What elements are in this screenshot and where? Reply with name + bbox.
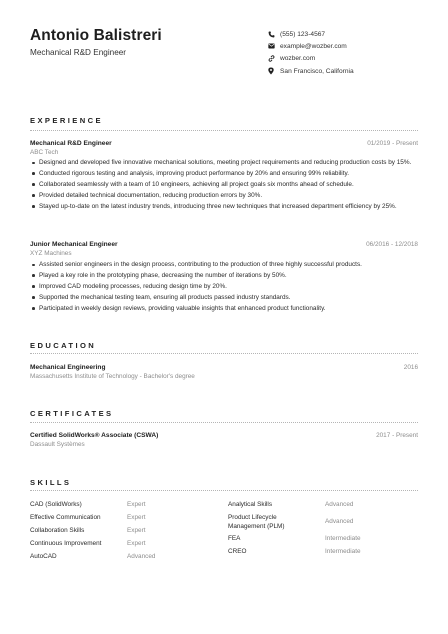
skill-name: CAD (SolidWorks)	[30, 501, 82, 508]
contact-email-text[interactable]: example@wozber.com	[280, 42, 347, 50]
certificates-heading: CERTIFICATES	[30, 409, 114, 418]
job-title: Mechanical R&D Engineer	[30, 140, 112, 147]
skill-level: Expert	[127, 514, 146, 521]
skill-item	[30, 552, 155, 565]
education-divider	[30, 353, 418, 354]
skill-name: Analytical Skills	[228, 501, 273, 508]
job-company: XYZ Machines	[30, 250, 72, 257]
skill-item	[30, 526, 155, 539]
bullet-item: Participated in weekly design reviews, providing valuable insights that enhanced product functionality.	[30, 304, 422, 314]
experience-heading: EXPERIENCE	[30, 116, 103, 125]
skill-level: Intermediate	[325, 535, 361, 542]
skill-item	[228, 513, 361, 534]
experience-divider	[30, 130, 418, 131]
skill-level: Intermediate	[325, 548, 361, 555]
contact-website[interactable]	[268, 53, 354, 65]
certificate-entry-header	[30, 432, 418, 439]
skill-level: Expert	[127, 540, 146, 547]
bullet-item: Assisted senior engineers in the design process, contributing to the production of three highly successful products.	[30, 260, 422, 270]
education-heading: EDUCATION	[30, 341, 97, 350]
skill-item	[30, 513, 155, 526]
certificates-divider	[30, 422, 418, 423]
bullet-item: Played a key role in the prototyping phase, decreasing the number of iterations by 50%.	[30, 271, 422, 281]
bullet-item: Stayed up-to-date on the latest industry trends, introducing three new techniques that increased department efficiency by 25%.	[30, 202, 422, 212]
job-dates: 01/2019 - Present	[367, 140, 418, 147]
bullet-item: Supported the mechanical testing team, ensuring all products passed industry standards.	[30, 293, 422, 303]
graduation-year: 2016	[403, 364, 418, 371]
skills-right-column	[228, 500, 361, 560]
bullet-item: Collaborated seamlessly with a team of 10 engineers, achieving all project goals six months ahead of schedule.	[30, 180, 422, 190]
contact-website-text[interactable]: wozber.com	[280, 55, 316, 63]
candidate-name: Antonio Balistreri	[30, 27, 162, 44]
skill-name: FEA	[228, 535, 241, 542]
email-icon	[268, 43, 280, 49]
skills-heading: SKILLS	[30, 478, 72, 487]
experience-entry-2-header	[30, 241, 418, 248]
skill-name: Continuous Improvement	[30, 540, 102, 547]
skill-item	[30, 539, 155, 552]
school-name: Massachusetts Institute of Technology - Bachelor's degree	[30, 373, 195, 380]
skill-name: CREO	[228, 548, 247, 555]
skill-name: AutoCAD	[30, 553, 57, 560]
certificate-dates: 2017 - Present	[376, 432, 418, 439]
skill-item	[30, 500, 155, 513]
location-icon	[268, 67, 280, 75]
link-icon	[268, 55, 280, 62]
job-bullets	[30, 158, 422, 212]
contact-phone-text: (555) 123-4567	[280, 30, 326, 38]
job-title: Junior Mechanical Engineer	[30, 241, 118, 248]
job-company: ABC Tech	[30, 149, 59, 156]
contact-location	[268, 65, 354, 77]
skills-left-column	[30, 500, 155, 565]
education-entry-header	[30, 364, 418, 371]
contact-email[interactable]	[268, 40, 354, 52]
job-bullets	[30, 260, 422, 314]
skill-level: Expert	[127, 527, 146, 534]
skill-name: Collaboration Skills	[30, 527, 85, 534]
contact-location-text: San Francisco, California	[280, 67, 354, 75]
skill-level: Advanced	[325, 518, 354, 525]
skill-level: Advanced	[325, 501, 354, 508]
bullet-item: Provided detailed technical documentation, reducing production errors by 30%.	[30, 191, 422, 201]
certificate-issuer: Dassault Systèmes	[30, 441, 85, 448]
certificate-title: Certified SolidWorks® Associate (CSWA)	[30, 432, 159, 439]
skill-level: Advanced	[127, 553, 156, 560]
skills-divider	[30, 490, 418, 491]
bullet-item: Conducted rigorous testing and analysis, improving product performance by 20% and ensuring 99% reliability.	[30, 169, 422, 179]
skill-item	[228, 500, 361, 513]
degree-title: Mechanical Engineering	[30, 364, 106, 371]
skill-item	[228, 534, 361, 547]
skill-name: Effective Communication	[30, 514, 101, 521]
contact-list	[268, 28, 354, 77]
candidate-role: Mechanical R&D Engineer	[30, 48, 127, 57]
contact-phone	[268, 28, 354, 40]
job-dates: 06/2016 - 12/2018	[366, 241, 418, 248]
bullet-item: Improved CAD modeling processes, reducing design time by 20%.	[30, 282, 422, 292]
skill-item	[228, 547, 361, 560]
experience-entry-1-header	[30, 140, 418, 147]
phone-icon	[268, 31, 280, 38]
skill-name: Product Lifecycle Management (PLM)	[228, 514, 285, 530]
skill-level: Expert	[127, 501, 146, 508]
bullet-item: Designed and developed five innovative mechanical solutions, meeting project requirements and reducing production costs by 15%.	[30, 158, 422, 168]
